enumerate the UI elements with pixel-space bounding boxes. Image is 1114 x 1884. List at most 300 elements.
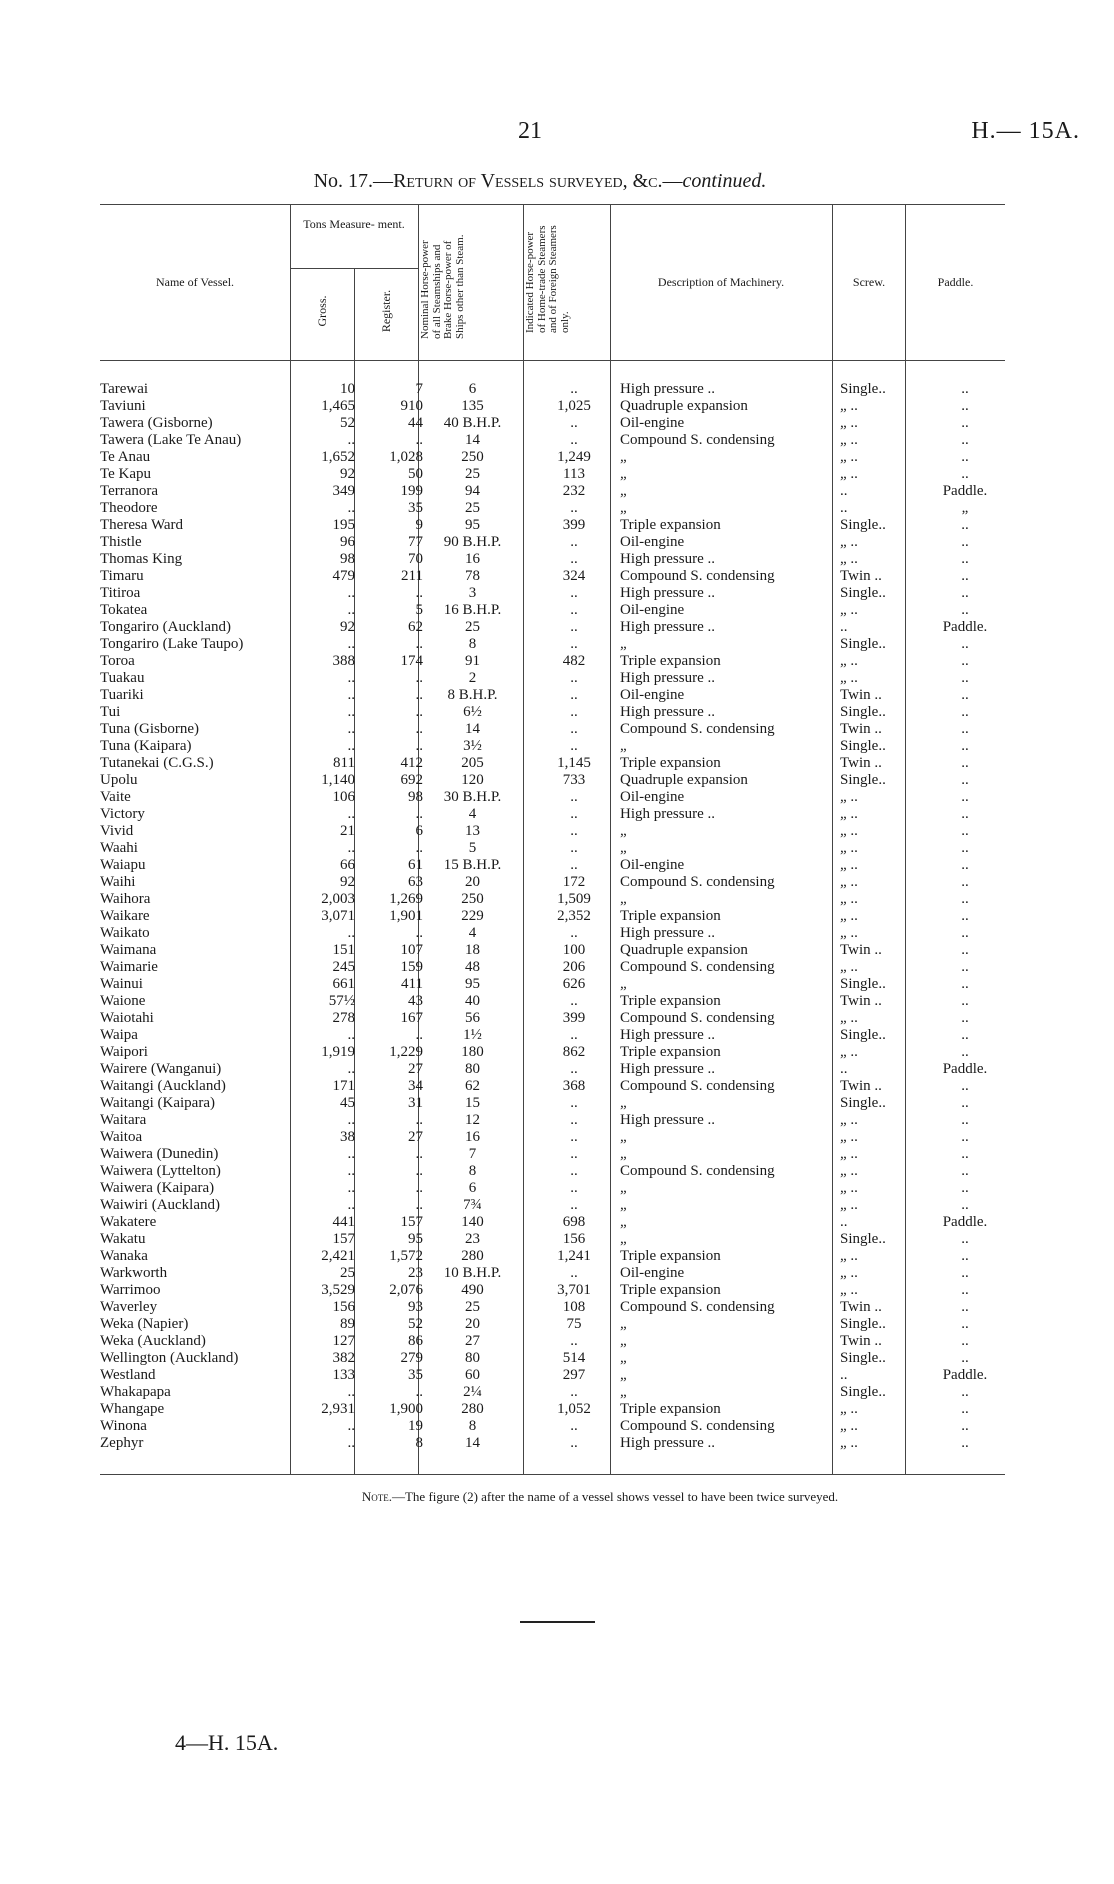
indicated-horse-power: .. bbox=[570, 1146, 578, 1162]
nominal-horse-power: 8 bbox=[468, 1418, 477, 1434]
indicated-horse-power: .. bbox=[570, 381, 578, 397]
paddle-type: .. bbox=[961, 857, 969, 873]
paddle-type: .. bbox=[961, 534, 969, 550]
register-tons: 43 bbox=[408, 993, 423, 1009]
register-tons: 8 bbox=[415, 1435, 423, 1451]
machinery-description: High pressure .. bbox=[620, 585, 715, 601]
machinery-description: Quadruple expansion bbox=[620, 942, 748, 958]
paddle-type: .. bbox=[961, 1333, 969, 1349]
machinery-description: „ bbox=[620, 1333, 627, 1349]
header-register: Register. bbox=[379, 289, 393, 333]
nominal-horse-power: 80 bbox=[465, 1350, 480, 1366]
table-row bbox=[100, 1061, 1000, 1078]
indicated-horse-power: 368 bbox=[562, 1078, 586, 1094]
machinery-description: „ bbox=[620, 1350, 627, 1366]
machinery-description: Oil-engine bbox=[620, 789, 685, 805]
paddle-type: .. bbox=[961, 687, 969, 703]
machinery-description: Compound S. condensing bbox=[620, 1078, 775, 1094]
screw-type: „ .. bbox=[840, 1112, 858, 1128]
vessel-name: Wairere (Wanganui) bbox=[100, 1061, 222, 1077]
gross-tons: 441 bbox=[332, 1214, 355, 1230]
gross-tons: 195 bbox=[332, 517, 355, 533]
gross-tons: 45 bbox=[340, 1095, 355, 1111]
gross-tons: .. bbox=[347, 840, 355, 856]
nominal-horse-power: 30 B.H.P. bbox=[443, 789, 502, 805]
paddle-type: .. bbox=[961, 925, 969, 941]
indicated-horse-power: .. bbox=[570, 1265, 578, 1281]
vessel-name: Waihi bbox=[100, 874, 136, 890]
header-indicated-horse-power: Indicated Horse-power of Home-trade Steamers and of Foreign Steamers only. bbox=[524, 225, 571, 333]
paddle-type: .. bbox=[961, 704, 969, 720]
nominal-horse-power: 40 bbox=[465, 993, 480, 1009]
vessel-name: Wakatu bbox=[100, 1231, 146, 1247]
header-description-of-machinery: Description of Machinery. bbox=[657, 275, 785, 289]
screw-type: Single.. bbox=[840, 738, 886, 754]
table-row bbox=[100, 857, 1000, 874]
gross-tons: 96 bbox=[340, 534, 355, 550]
vessel-table-body bbox=[100, 381, 1000, 1452]
table-row bbox=[100, 636, 1000, 653]
register-tons: .. bbox=[415, 738, 423, 754]
vessel-name: Te Kapu bbox=[100, 466, 152, 482]
indicated-horse-power: 482 bbox=[562, 653, 586, 669]
register-tons: .. bbox=[415, 1384, 423, 1400]
paddle-type: .. bbox=[961, 1146, 969, 1162]
vessel-name: Thistle bbox=[100, 534, 142, 550]
table-row bbox=[100, 738, 1000, 755]
vessel-name: Weka (Auckland) bbox=[100, 1333, 206, 1349]
paddle-type: .. bbox=[961, 568, 969, 584]
nominal-horse-power: 14 bbox=[465, 721, 480, 737]
register-tons: .. bbox=[415, 721, 423, 737]
indicated-horse-power: .. bbox=[570, 1129, 578, 1145]
machinery-description: „ bbox=[620, 1095, 627, 1111]
vessel-name: Waimarie bbox=[100, 959, 158, 975]
table-row bbox=[100, 806, 1000, 823]
table-row bbox=[100, 1163, 1000, 1180]
vessel-name: Waitangi (Auckland) bbox=[100, 1078, 226, 1094]
table-row bbox=[100, 1418, 1000, 1435]
screw-type: Single.. bbox=[840, 1316, 886, 1332]
paddle-type: .. bbox=[961, 449, 969, 465]
screw-type: „ .. bbox=[840, 1146, 858, 1162]
machinery-description: „ bbox=[620, 891, 627, 907]
table-row bbox=[100, 619, 1000, 636]
indicated-horse-power: .. bbox=[570, 840, 578, 856]
vessel-name: Warkworth bbox=[100, 1265, 168, 1281]
register-tons: 23 bbox=[408, 1265, 423, 1281]
vessel-name: Theresa Ward bbox=[100, 517, 184, 533]
register-tons: 910 bbox=[400, 398, 423, 414]
gross-tons: 52 bbox=[340, 415, 355, 431]
indicated-horse-power: 1,025 bbox=[557, 398, 591, 414]
machinery-description: High pressure .. bbox=[620, 619, 715, 635]
paddle-type: .. bbox=[961, 789, 969, 805]
nominal-horse-power: 14 bbox=[465, 1435, 480, 1451]
screw-type: „ .. bbox=[840, 1163, 858, 1179]
machinery-description: Quadruple expansion bbox=[620, 398, 748, 414]
table-row bbox=[100, 891, 1000, 908]
register-tons: .. bbox=[415, 636, 423, 652]
screw-type: „ .. bbox=[840, 1180, 858, 1196]
nominal-horse-power: 205 bbox=[461, 755, 484, 771]
register-tons: 5 bbox=[415, 602, 423, 618]
paddle-type: .. bbox=[961, 755, 969, 771]
paddle-type: .. bbox=[961, 398, 969, 414]
register-tons: 1,028 bbox=[389, 449, 423, 465]
nominal-horse-power: 20 bbox=[465, 1316, 480, 1332]
machinery-description: „ bbox=[620, 840, 627, 856]
indicated-horse-power: 626 bbox=[562, 976, 586, 992]
gross-tons: 25 bbox=[340, 1265, 355, 1281]
indicated-horse-power: .. bbox=[570, 1112, 578, 1128]
machinery-description: Triple expansion bbox=[620, 908, 721, 924]
indicated-horse-power: .. bbox=[570, 1061, 578, 1077]
paddle-type: .. bbox=[961, 1265, 969, 1281]
paddle-type: .. bbox=[961, 653, 969, 669]
screw-type: Single.. bbox=[840, 772, 886, 788]
table-row bbox=[100, 1044, 1000, 1061]
register-tons: 1,900 bbox=[389, 1401, 423, 1417]
nominal-horse-power: 25 bbox=[465, 1299, 480, 1315]
indicated-horse-power: .. bbox=[570, 670, 578, 686]
indicated-horse-power: 324 bbox=[562, 568, 586, 584]
gross-tons: .. bbox=[347, 806, 355, 822]
nominal-horse-power: 25 bbox=[465, 466, 480, 482]
table-row bbox=[100, 381, 1000, 398]
register-tons: 27 bbox=[408, 1129, 423, 1145]
register-tons: 1,572 bbox=[389, 1248, 423, 1264]
vessel-name: Timaru bbox=[100, 568, 144, 584]
vessel-name: Tui bbox=[100, 704, 121, 720]
table-row bbox=[100, 1010, 1000, 1027]
nominal-horse-power: 6 bbox=[468, 381, 477, 397]
paddle-type: .. bbox=[961, 602, 969, 618]
screw-type: Twin .. bbox=[840, 568, 882, 584]
paddle-type: .. bbox=[961, 1282, 969, 1298]
table-row bbox=[100, 1282, 1000, 1299]
vessel-name: Waahi bbox=[100, 840, 138, 856]
vessel-name: Tuariki bbox=[100, 687, 144, 703]
paddle-type: .. bbox=[961, 772, 969, 788]
paddle-type: Paddle. bbox=[942, 1061, 988, 1077]
vessel-name: Waiwera (Kaipara) bbox=[100, 1180, 215, 1196]
indicated-horse-power: .. bbox=[570, 1418, 578, 1434]
gross-tons: .. bbox=[347, 500, 355, 516]
vessel-name: Waiwera (Lyttelton) bbox=[100, 1163, 221, 1179]
machinery-description: Triple expansion bbox=[620, 1248, 721, 1264]
machinery-description: „ bbox=[620, 1129, 627, 1145]
register-tons: .. bbox=[415, 704, 423, 720]
vessel-name: Tuna (Gisborne) bbox=[100, 721, 200, 737]
screw-type: Twin .. bbox=[840, 721, 882, 737]
paddle-type: .. bbox=[961, 670, 969, 686]
screw-type: Single.. bbox=[840, 704, 886, 720]
machinery-description: „ bbox=[620, 1146, 627, 1162]
nominal-horse-power: 5 bbox=[468, 840, 477, 856]
indicated-horse-power: 1,052 bbox=[557, 1401, 591, 1417]
register-tons: .. bbox=[415, 1112, 423, 1128]
paddle-type: .. bbox=[961, 806, 969, 822]
vessel-name: Wellington (Auckland) bbox=[100, 1350, 239, 1366]
register-tons: .. bbox=[415, 585, 423, 601]
vessel-name: Te Anau bbox=[100, 449, 151, 465]
table-row bbox=[100, 840, 1000, 857]
screw-type: Twin .. bbox=[840, 1333, 882, 1349]
screw-type: „ .. bbox=[840, 891, 858, 907]
header-screw: Screw. bbox=[852, 275, 886, 289]
table-row bbox=[100, 653, 1000, 670]
indicated-horse-power: .. bbox=[570, 602, 578, 618]
gross-tons: .. bbox=[347, 1163, 355, 1179]
vessel-name: Waiwera (Dunedin) bbox=[100, 1146, 219, 1162]
register-tons: 157 bbox=[400, 1214, 423, 1230]
paddle-type: .. bbox=[961, 551, 969, 567]
nominal-horse-power: 48 bbox=[465, 959, 480, 975]
table-row bbox=[100, 1299, 1000, 1316]
paddle-type: .. bbox=[961, 738, 969, 754]
screw-type: Single.. bbox=[840, 381, 886, 397]
vessel-name: Wainui bbox=[100, 976, 143, 992]
nominal-horse-power: 229 bbox=[461, 908, 484, 924]
machinery-description: High pressure .. bbox=[620, 1061, 715, 1077]
gross-tons: 382 bbox=[332, 1350, 355, 1366]
nominal-horse-power: 25 bbox=[465, 619, 480, 635]
table-row bbox=[100, 1316, 1000, 1333]
machinery-description: „ bbox=[620, 1197, 627, 1213]
gross-tons: 57½ bbox=[328, 993, 355, 1009]
indicated-horse-power: 1,249 bbox=[557, 449, 591, 465]
gross-tons: .. bbox=[347, 687, 355, 703]
nominal-horse-power: 94 bbox=[465, 483, 480, 499]
machinery-description: „ bbox=[620, 976, 627, 992]
register-tons: 63 bbox=[408, 874, 423, 890]
machinery-description: „ bbox=[620, 500, 627, 516]
screw-type: „ .. bbox=[840, 1197, 858, 1213]
table-note bbox=[200, 1489, 1000, 1505]
nominal-horse-power: 250 bbox=[461, 891, 484, 907]
paddle-type: .. bbox=[961, 466, 969, 482]
indicated-horse-power: .. bbox=[570, 1384, 578, 1400]
paddle-type: Paddle. bbox=[942, 1214, 988, 1230]
screw-type: „ .. bbox=[840, 823, 858, 839]
indicated-horse-power: .. bbox=[570, 1163, 578, 1179]
machinery-description: Compound S. condensing bbox=[620, 568, 775, 584]
vessel-name: Weka (Napier) bbox=[100, 1316, 189, 1332]
table-row bbox=[100, 1367, 1000, 1384]
screw-type: .. bbox=[840, 619, 848, 635]
register-tons: 199 bbox=[400, 483, 423, 499]
register-tons: 52 bbox=[408, 1316, 423, 1332]
gross-tons: 1,652 bbox=[321, 449, 355, 465]
page-signature: 4—H. 15A. bbox=[175, 1730, 279, 1755]
machinery-description: Quadruple expansion bbox=[620, 772, 748, 788]
gross-tons: .. bbox=[347, 704, 355, 720]
screw-type: „ .. bbox=[840, 1044, 858, 1060]
nominal-horse-power: 90 B.H.P. bbox=[443, 534, 502, 550]
machinery-description: High pressure .. bbox=[620, 806, 715, 822]
screw-type: „ .. bbox=[840, 534, 858, 550]
indicated-horse-power: .. bbox=[570, 636, 578, 652]
gross-tons: 156 bbox=[332, 1299, 355, 1315]
register-tons: 19 bbox=[408, 1418, 423, 1434]
paddle-type: .. bbox=[961, 1180, 969, 1196]
table-row bbox=[100, 942, 1000, 959]
gross-tons: 133 bbox=[332, 1367, 355, 1383]
indicated-horse-power: 514 bbox=[562, 1350, 586, 1366]
machinery-description: „ bbox=[620, 636, 627, 652]
paddle-type: .. bbox=[961, 959, 969, 975]
indicated-horse-power: 232 bbox=[562, 483, 586, 499]
machinery-description: „ bbox=[620, 823, 627, 839]
vessel-name: Tuna (Kaipara) bbox=[100, 738, 192, 754]
paddle-type: .. bbox=[961, 1299, 969, 1315]
screw-type: „ .. bbox=[840, 670, 858, 686]
register-tons: 44 bbox=[408, 415, 423, 431]
screw-type: Single.. bbox=[840, 517, 886, 533]
gross-tons: .. bbox=[347, 1435, 355, 1451]
indicated-horse-power: .. bbox=[570, 551, 578, 567]
paddle-type: .. bbox=[961, 517, 969, 533]
table-row bbox=[100, 483, 1000, 500]
gross-tons: 1,919 bbox=[321, 1044, 355, 1060]
nominal-horse-power: 91 bbox=[465, 653, 480, 669]
gross-tons: .. bbox=[347, 585, 355, 601]
vessel-name: Zephyr bbox=[100, 1435, 144, 1451]
vessel-name: Tarewai bbox=[100, 381, 149, 397]
indicated-horse-power: .. bbox=[570, 806, 578, 822]
vessel-name: Taviuni bbox=[100, 398, 146, 414]
table-row bbox=[100, 432, 1000, 449]
paddle-type: .. bbox=[961, 1163, 969, 1179]
gross-tons: 92 bbox=[340, 874, 355, 890]
indicated-horse-power: .. bbox=[570, 415, 578, 431]
gross-tons: 127 bbox=[332, 1333, 355, 1349]
machinery-description: Compound S. condensing bbox=[620, 1010, 775, 1026]
nominal-horse-power: 280 bbox=[461, 1248, 484, 1264]
machinery-description: High pressure .. bbox=[620, 1435, 715, 1451]
register-tons: 77 bbox=[408, 534, 423, 550]
register-tons: .. bbox=[415, 840, 423, 856]
register-tons: 167 bbox=[400, 1010, 423, 1026]
gross-tons: 278 bbox=[332, 1010, 355, 1026]
table-row bbox=[100, 517, 1000, 534]
nominal-horse-power: 135 bbox=[461, 398, 484, 414]
register-tons: .. bbox=[415, 1163, 423, 1179]
table-row bbox=[100, 449, 1000, 466]
machinery-description: Compound S. condensing bbox=[620, 432, 775, 448]
screw-type: Single.. bbox=[840, 1027, 886, 1043]
nominal-horse-power: 250 bbox=[461, 449, 484, 465]
paddle-type: .. bbox=[961, 908, 969, 924]
nominal-horse-power: 7 bbox=[468, 1146, 477, 1162]
nominal-horse-power: 14 bbox=[465, 432, 480, 448]
gross-tons: .. bbox=[347, 1112, 355, 1128]
gross-tons: 151 bbox=[332, 942, 355, 958]
screw-type: „ .. bbox=[840, 1248, 858, 1264]
machinery-description: High pressure .. bbox=[620, 381, 715, 397]
screw-type: .. bbox=[840, 1214, 848, 1230]
paddle-type: .. bbox=[961, 1078, 969, 1094]
screw-type: „ .. bbox=[840, 432, 858, 448]
gross-tons: 349 bbox=[332, 483, 355, 499]
vessel-name: Vaite bbox=[100, 789, 131, 805]
nominal-horse-power: 8 bbox=[468, 1163, 477, 1179]
paddle-type: .. bbox=[961, 415, 969, 431]
table-bottom-rule bbox=[100, 1474, 1005, 1475]
table-row bbox=[100, 568, 1000, 585]
gross-tons: 479 bbox=[332, 568, 355, 584]
register-tons: .. bbox=[415, 925, 423, 941]
gross-tons: .. bbox=[347, 636, 355, 652]
screw-type: „ .. bbox=[840, 551, 858, 567]
page-number: 21 bbox=[518, 118, 542, 144]
indicated-horse-power: 399 bbox=[562, 1010, 586, 1026]
register-tons: 70 bbox=[408, 551, 423, 567]
table-row bbox=[100, 534, 1000, 551]
gross-tons: 106 bbox=[332, 789, 355, 805]
indicated-horse-power: .. bbox=[570, 704, 578, 720]
nominal-horse-power: 180 bbox=[461, 1044, 484, 1060]
nominal-horse-power: 7¾ bbox=[463, 1197, 482, 1213]
machinery-description: Compound S. condensing bbox=[620, 1163, 775, 1179]
table-row bbox=[100, 415, 1000, 432]
paddle-type: Paddle. bbox=[942, 619, 988, 635]
screw-type: „ .. bbox=[840, 959, 858, 975]
register-tons: 211 bbox=[401, 568, 423, 584]
vessel-name: Victory bbox=[100, 806, 145, 822]
indicated-horse-power: .. bbox=[570, 534, 578, 550]
screw-type: Single.. bbox=[840, 636, 886, 652]
vessel-name: Waipa bbox=[100, 1027, 138, 1043]
screw-type: Single.. bbox=[840, 1350, 886, 1366]
nominal-horse-power: 280 bbox=[461, 1401, 484, 1417]
machinery-description: Oil-engine bbox=[620, 687, 685, 703]
machinery-description: Oil-engine bbox=[620, 1265, 685, 1281]
nominal-horse-power: 6½ bbox=[463, 704, 482, 720]
vessel-name: Waihora bbox=[100, 891, 151, 907]
table-row bbox=[100, 687, 1000, 704]
machinery-description: „ bbox=[620, 483, 627, 499]
gross-tons: 171 bbox=[332, 1078, 355, 1094]
nominal-horse-power: 12 bbox=[465, 1112, 480, 1128]
vessel-name: Waione bbox=[100, 993, 146, 1009]
machinery-description: Compound S. condensing bbox=[620, 1418, 775, 1434]
nominal-horse-power: 56 bbox=[465, 1010, 480, 1026]
paddle-type: .. bbox=[961, 381, 969, 397]
paddle-type: Paddle. bbox=[942, 483, 988, 499]
paddle-type: .. bbox=[961, 1027, 969, 1043]
nominal-horse-power: 4 bbox=[468, 925, 477, 941]
table-row bbox=[100, 959, 1000, 976]
table-row bbox=[100, 585, 1000, 602]
machinery-description: Triple expansion bbox=[620, 1044, 721, 1060]
table-row bbox=[100, 1265, 1000, 1282]
nominal-horse-power: 60 bbox=[465, 1367, 480, 1383]
screw-type: „ .. bbox=[840, 908, 858, 924]
screw-type: Twin .. bbox=[840, 942, 882, 958]
nominal-horse-power: 40 B.H.P. bbox=[443, 415, 502, 431]
table-row bbox=[100, 1350, 1000, 1367]
table-row bbox=[100, 721, 1000, 738]
vessel-name: Warrimoo bbox=[100, 1282, 161, 1298]
screw-type: „ .. bbox=[840, 1401, 858, 1417]
indicated-horse-power: 733 bbox=[562, 772, 586, 788]
indicated-horse-power: .. bbox=[570, 687, 578, 703]
screw-type: „ .. bbox=[840, 653, 858, 669]
table-row bbox=[100, 976, 1000, 993]
indicated-horse-power: .. bbox=[570, 500, 578, 516]
